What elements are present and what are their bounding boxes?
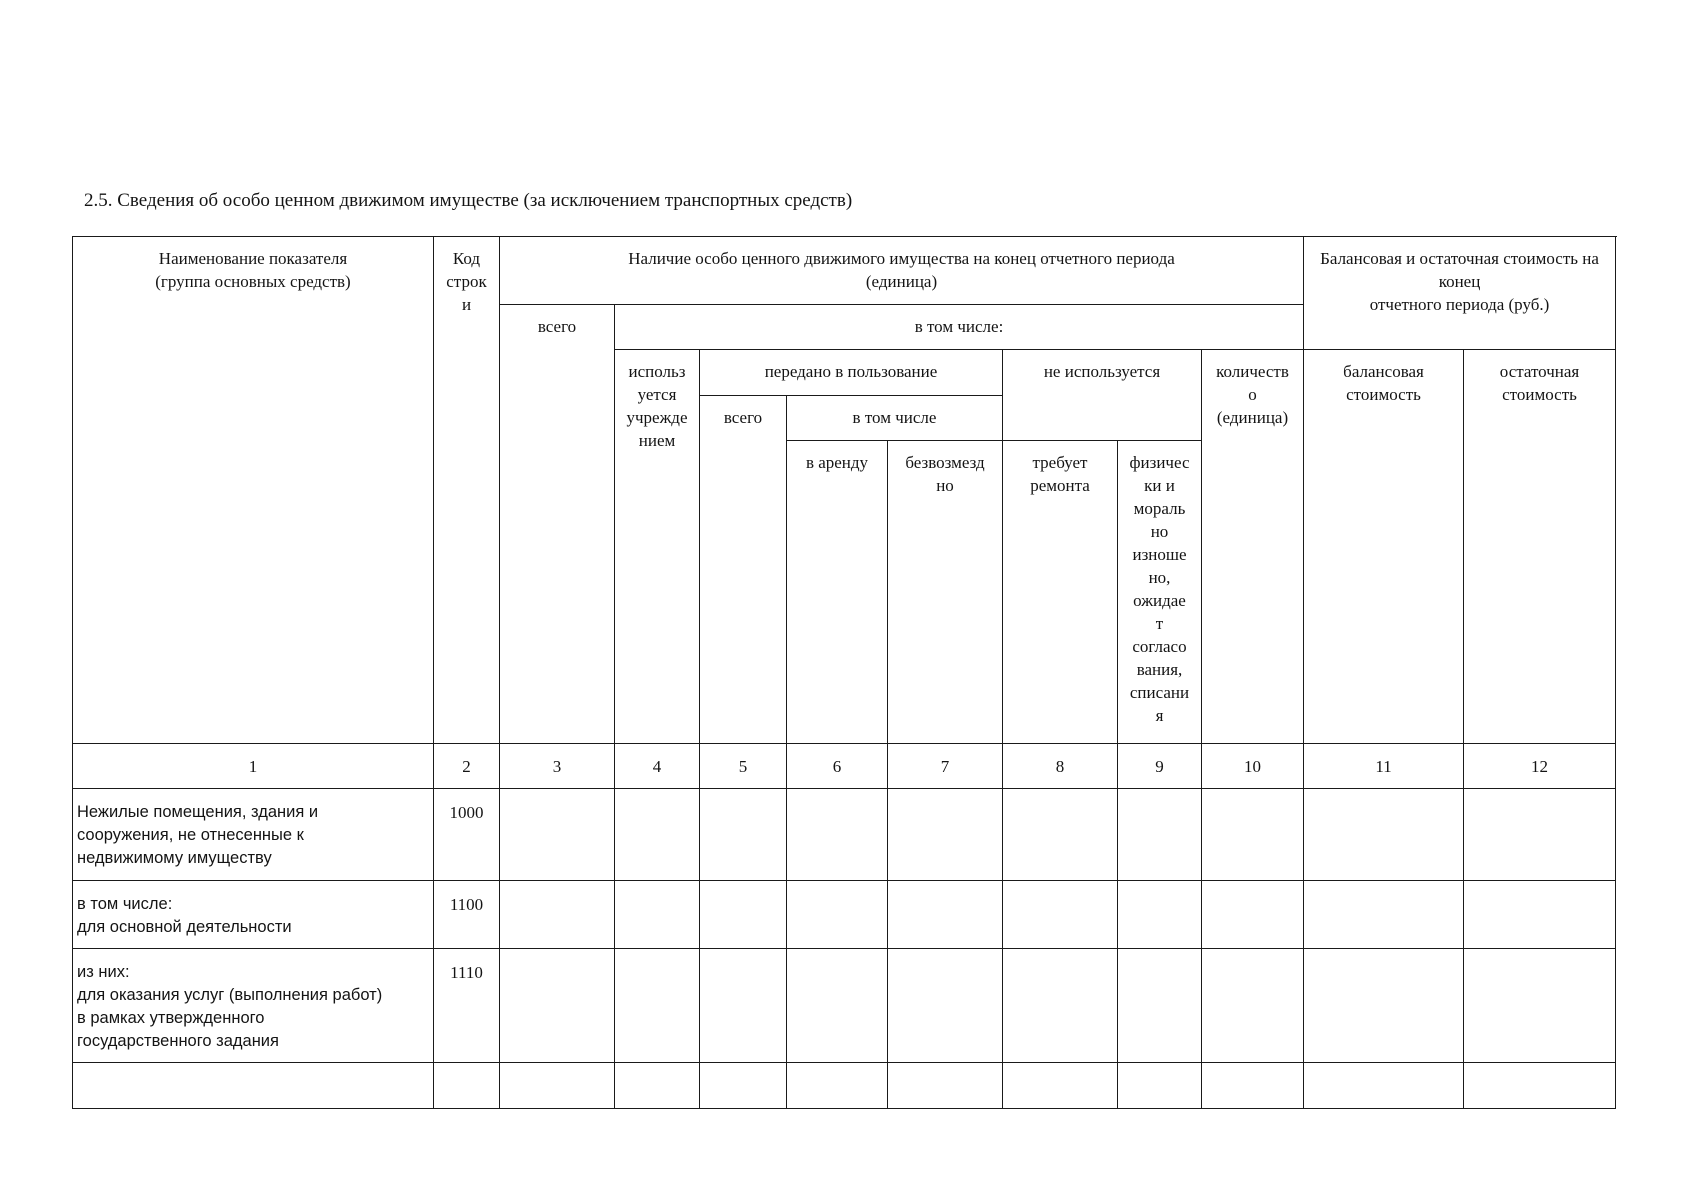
column-number: 12 [1464, 744, 1616, 789]
row-name: в том числе: для основной деятельности [73, 881, 434, 949]
table-row [73, 789, 1616, 881]
table-cell[interactable] [1118, 789, 1202, 881]
table-cell[interactable] [787, 949, 888, 1063]
table-cell[interactable] [700, 949, 787, 1063]
row-name: Нежилые помещения, здания и сооружения, не отнесенные к недвижимому имуществу [73, 789, 434, 881]
table-cell[interactable] [615, 881, 700, 949]
table-cell[interactable] [1202, 789, 1304, 881]
row-code: 1000 [434, 789, 500, 881]
table-cell[interactable] [615, 949, 700, 1063]
column-number: 8 [1003, 744, 1118, 789]
header-rent: в аренду [787, 441, 888, 744]
table-cell[interactable] [888, 881, 1003, 949]
table-cell[interactable] [1003, 949, 1118, 1063]
table-cell[interactable] [888, 1063, 1003, 1109]
table-cell[interactable] [1118, 881, 1202, 949]
column-number: 3 [500, 744, 615, 789]
header-quantity: количеств о (единица) [1202, 350, 1304, 744]
column-number: 11 [1304, 744, 1464, 789]
header-balance-group: Балансовая и остаточная стоимость на конец отчетного периода (руб.) [1304, 237, 1616, 350]
table-cell[interactable] [1202, 881, 1304, 949]
column-number: 2 [434, 744, 500, 789]
header-total: всего [500, 305, 615, 744]
header-code-column: Код строк и [434, 237, 500, 744]
column-number: 10 [1202, 744, 1304, 789]
table-cell[interactable] [1464, 881, 1616, 949]
table-cell[interactable] [1118, 949, 1202, 1063]
table-cell[interactable] [1304, 881, 1464, 949]
table-cell[interactable] [1464, 949, 1616, 1063]
table-cell[interactable] [1304, 1063, 1464, 1109]
table-cell[interactable] [700, 1063, 787, 1109]
table-cell[interactable] [700, 881, 787, 949]
header-worn-out: физичес ки и мораль но изноше но, ожидае т согласо вания, списани я [1118, 441, 1202, 744]
column-number: 9 [1118, 744, 1202, 789]
column-number-row [73, 744, 1616, 789]
row-name [73, 1063, 434, 1109]
table-row [73, 881, 1616, 949]
table-cell[interactable] [500, 789, 615, 881]
header-name-column: Наименование показателя (группа основных средств) [73, 237, 434, 744]
table-cell[interactable] [787, 789, 888, 881]
column-number: 4 [615, 744, 700, 789]
table-cell[interactable] [888, 789, 1003, 881]
header-transferred: передано в пользование [700, 350, 1003, 396]
column-number: 5 [700, 744, 787, 789]
table-cell[interactable] [1003, 881, 1118, 949]
column-number: 6 [787, 744, 888, 789]
table-cell[interactable] [1464, 1063, 1616, 1109]
table-cell[interactable] [1304, 949, 1464, 1063]
asset-table [72, 236, 1616, 1109]
header-needs-repair: требует ремонта [1003, 441, 1118, 744]
table-row [73, 949, 1616, 1063]
table-cell[interactable] [1003, 789, 1118, 881]
table-cell[interactable] [888, 949, 1003, 1063]
row-code [434, 1063, 500, 1109]
row-code: 1110 [434, 949, 500, 1063]
table-cell[interactable] [500, 881, 615, 949]
header-free-use: безвозмезд но [888, 441, 1003, 744]
row-code: 1100 [434, 881, 500, 949]
column-number: 1 [73, 744, 434, 789]
table-cell[interactable] [787, 881, 888, 949]
header-transferred-total: всего [700, 396, 787, 744]
header-used-by-institution: использ уется учрежде нием [615, 350, 700, 744]
table-cell[interactable] [500, 1063, 615, 1109]
table-cell[interactable] [615, 1063, 700, 1109]
header-residual-value: остаточная стоимость [1464, 350, 1616, 744]
table-cell[interactable] [1202, 1063, 1304, 1109]
section-title: 2.5. Сведения об особо ценном движимом имуществе (за исключением транспортных средств) [84, 190, 853, 211]
table-cell[interactable] [1464, 789, 1616, 881]
row-name: из них: для оказания услуг (выполнения работ) в рамках утвержденного государственного задания [73, 949, 434, 1063]
table-cell[interactable] [1003, 1063, 1118, 1109]
header-row-1 [73, 237, 1616, 305]
table-cell[interactable] [500, 949, 615, 1063]
table-cell[interactable] [1202, 949, 1304, 1063]
header-including: в том числе: [615, 305, 1304, 350]
table-cell[interactable] [787, 1063, 888, 1109]
table-cell[interactable] [615, 789, 700, 881]
table-cell[interactable] [1304, 789, 1464, 881]
table-row [73, 1063, 1616, 1109]
header-presence-group: Наличие особо ценного движимого имущества на конец отчетного периода (единица) [500, 237, 1304, 305]
header-balance-value: балансовая стоимость [1304, 350, 1464, 744]
table-cell[interactable] [700, 789, 787, 881]
header-not-used: не используется [1003, 350, 1202, 441]
header-transferred-including: в том числе [787, 396, 1003, 441]
column-number: 7 [888, 744, 1003, 789]
table-cell[interactable] [1118, 1063, 1202, 1109]
